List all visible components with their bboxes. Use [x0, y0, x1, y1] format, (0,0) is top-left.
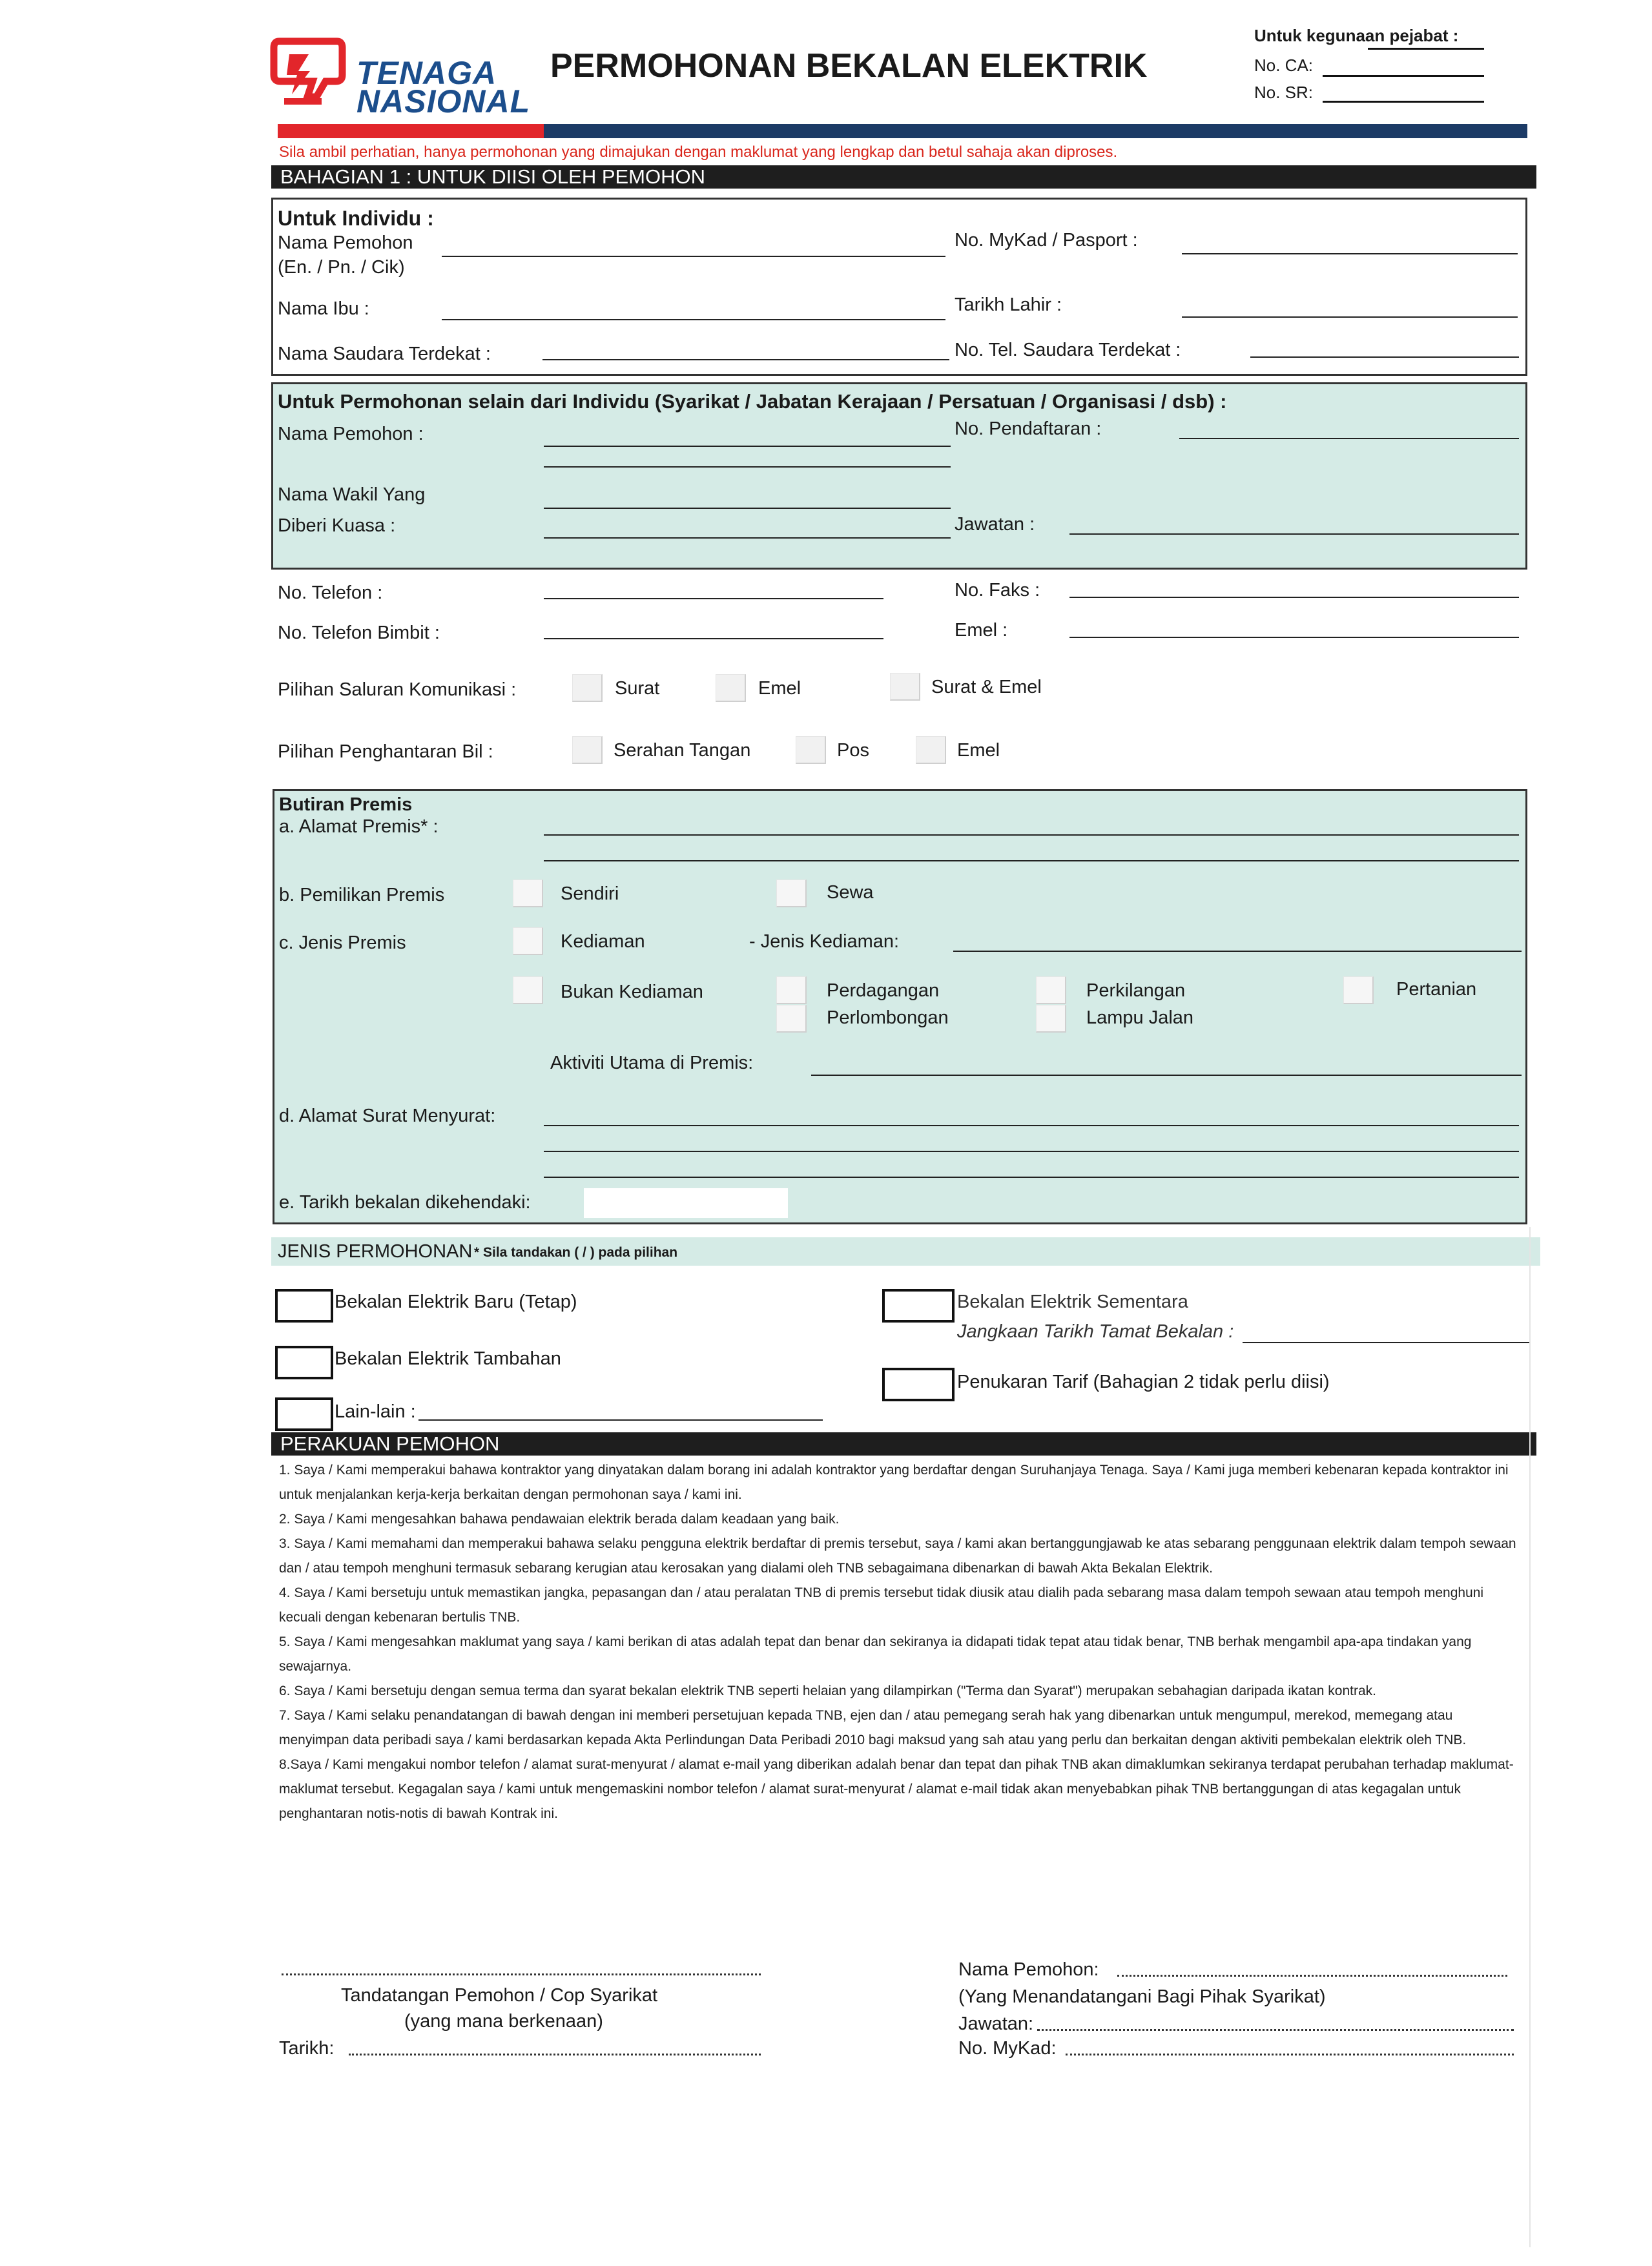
- jenis-permohonan-title: JENIS PERMOHONAN: [278, 1241, 473, 1262]
- office-use-box: [1252, 25, 1484, 108]
- sementara-label: Bekalan Elektrik Sementara: [957, 1292, 1188, 1312]
- komunikasi-emel-label: Emel: [758, 678, 801, 699]
- page-edge-line: [1529, 1227, 1531, 2247]
- perakuan-item: 1. Saya / Kami memperakui bahawa kontraktor yang dinyatakan dalam borang ini adalah kontraktor yang berdaftar dengan Suruhanjaya Tenaga. Saya / Kami juga memberi kebenaran kepada kontraktor ini untuk menjalankan kerja-kerja berkaitan dengan permohonan saya / kami ini.: [279, 1463, 1509, 1502]
- penghantaran-serahan-label: Serahan Tangan: [614, 740, 751, 761]
- alamat-surat-field-1[interactable]: [544, 1125, 1519, 1126]
- tarikh-lahir-label: Tarikh Lahir :: [955, 294, 1062, 315]
- page-title: PERMOHONAN BEKALAN ELEKTRIK: [550, 47, 1148, 85]
- perkilangan-checkbox[interactable]: [1036, 976, 1066, 1004]
- jenis-premis-label: c. Jenis Premis: [279, 932, 406, 953]
- telefon-field[interactable]: [544, 598, 883, 599]
- emel-label: Emel :: [955, 620, 1008, 641]
- signature-label: Tandatangan Pemohon / Cop Syarikat: [341, 1985, 658, 2006]
- jenis-permohonan-note: * Sila tandakan ( / ) pada pilihan: [474, 1245, 678, 1260]
- org-nama-field-1[interactable]: [544, 446, 951, 447]
- perakuan-item: 3. Saya / Kami memahami dan memperakui bahawa selaku pengguna elektrik berdaftar di premis tersebut, saya / kami akan bertanggungjawab ke atas sebarang penggunaan elektrik dalam tempoh sewaan dan / atau tempoh menghuni termasuk sebarang kerugian atau kerosakan yang dialami oleh TNB sebagaimana dibenarkan di bawah Akta Bekalan Elektrik.: [279, 1536, 1516, 1576]
- org-nama-label: Nama Pemohon :: [278, 424, 424, 444]
- individual-heading: Untuk Individu :: [278, 207, 434, 230]
- org-nama-field-2[interactable]: [544, 466, 951, 468]
- tnb-logo-icon: [270, 35, 346, 111]
- sign-jawatan-field[interactable]: [1037, 2029, 1514, 2031]
- signature-tarikh-label: Tarikh:: [279, 2038, 335, 2059]
- komunikasi-surat-emel-label: Surat & Emel: [931, 677, 1042, 697]
- no-pendaftaran-label: No. Pendaftaran :: [955, 418, 1102, 439]
- komunikasi-surat-label: Surat: [615, 678, 660, 699]
- alamat-surat-field-3[interactable]: [544, 1177, 1519, 1178]
- wakil-field-2[interactable]: [544, 537, 951, 539]
- notice-text: Sila ambil perhatian, hanya permohonan yang dimajukan dengan maklumat yang lengkap dan betul sahaja akan diproses.: [279, 143, 1118, 161]
- komunikasi-emel-checkbox[interactable]: [716, 674, 746, 702]
- wakil-label-2: Diberi Kuasa :: [278, 515, 396, 536]
- lain-lain-field[interactable]: [418, 1419, 823, 1421]
- penukaran-label: Penukaran Tarif (Bahagian 2 tidak perlu diisi): [957, 1372, 1330, 1392]
- perlombongan-label: Perlombongan: [827, 1007, 949, 1028]
- perdagangan-checkbox[interactable]: [776, 976, 807, 1004]
- pemilikan-sewa-label: Sewa: [827, 882, 874, 903]
- telefon-label: No. Telefon :: [278, 582, 383, 603]
- bukan-kediaman-checkbox[interactable]: [513, 976, 543, 1004]
- pertanian-label: Pertanian: [1396, 979, 1477, 1000]
- aktiviti-field[interactable]: [811, 1075, 1522, 1076]
- kediaman-label: Kediaman: [561, 931, 645, 952]
- office-use-heading: Untuk kegunaan pejabat :: [1254, 26, 1459, 45]
- alamat-premis-field-2[interactable]: [544, 860, 1519, 861]
- baru-label: Bekalan Elektrik Baru (Tetap): [335, 1292, 577, 1312]
- faks-label: No. Faks :: [955, 580, 1040, 601]
- penukaran-checkbox[interactable]: [882, 1368, 955, 1401]
- penghantaran-pos-label: Pos: [837, 740, 869, 761]
- nama-pemohon-sub: (En. / Pn. / Cik): [278, 257, 405, 278]
- sementara-checkbox[interactable]: [882, 1289, 955, 1323]
- nama-ibu-field[interactable]: [442, 319, 945, 320]
- header-stripe: [278, 124, 1527, 138]
- premis-box: [273, 789, 1527, 1224]
- perakuan-item: 6. Saya / Kami bersetuju dengan semua terma dan syarat bekalan elektrik TNB seperti helaian yang dilampirkan ("Terma dan Syarat") merupakan sebahagian daripada ikatan kontrak.: [279, 1684, 1376, 1698]
- alamat-premis-label: a. Alamat Premis* :: [279, 816, 439, 837]
- penghantaran-serahan-checkbox[interactable]: [572, 736, 603, 764]
- section1-bar: BAHAGIAN 1 : UNTUK DIISI OLEH PEMOHON: [271, 165, 1536, 189]
- nama-pemohon-field[interactable]: [442, 256, 945, 257]
- lampu-jalan-checkbox[interactable]: [1036, 1005, 1066, 1033]
- sign-nama-sub: (Yang Menandatangani Bagi Pihak Syarikat): [958, 1986, 1326, 2007]
- office-sr-field[interactable]: [1323, 101, 1484, 103]
- emel-field[interactable]: [1069, 637, 1519, 638]
- penghantaran-emel-checkbox[interactable]: [916, 736, 946, 764]
- bukan-kediaman-label: Bukan Kediaman: [561, 982, 703, 1002]
- jawatan-label: Jawatan :: [955, 514, 1035, 535]
- premis-heading: Butiran Premis: [279, 794, 413, 815]
- perakuan-item: 5. Saya / Kami mengesahkan maklumat yang saya / kami berikan di atas adalah tepat dan benar dan sekiranya ia didapati tidak tepat atau tidak benar, TNB berhak mengambil apa-apa tindakan yang sewajarnya.: [279, 1634, 1472, 1674]
- penghantaran-emel-label: Emel: [957, 740, 1000, 761]
- jangkaan-field[interactable]: [1243, 1342, 1531, 1343]
- jawatan-field[interactable]: [1069, 533, 1519, 535]
- penghantaran-label: Pilihan Penghantaran Bil :: [278, 741, 493, 762]
- tambahan-label: Bekalan Elektrik Tambahan: [335, 1348, 561, 1369]
- pemilikan-sendiri-checkbox[interactable]: [513, 880, 543, 907]
- penghantaran-pos-checkbox[interactable]: [796, 736, 826, 764]
- kediaman-checkbox[interactable]: [513, 927, 543, 955]
- jenis-kediaman-field[interactable]: [953, 951, 1522, 952]
- sign-mykad-field[interactable]: [1066, 2054, 1514, 2055]
- komunikasi-surat-emel-checkbox[interactable]: [890, 673, 920, 701]
- office-ca-label: No. CA:: [1254, 56, 1314, 75]
- logo-text-tenaga: TENAGA: [356, 55, 497, 91]
- saudara-field[interactable]: [542, 359, 949, 360]
- perakuan-bar: PERAKUAN PEMOHON: [271, 1432, 1536, 1456]
- perakuan-item: 4. Saya / Kami bersetuju untuk memastikan jangka, pepasangan dan / atau peralatan TNB di premis tersebut tidak diusik atau dialih pada sebarang masa dalam tempoh sewaan atau tempoh menghuni kecuali dengan kebenaran bertulis TNB.: [279, 1585, 1484, 1625]
- nama-ibu-label: Nama Ibu :: [278, 298, 369, 319]
- nama-pemohon-label: Nama Pemohon: [278, 232, 413, 253]
- faks-field[interactable]: [1069, 597, 1519, 598]
- pertanian-checkbox[interactable]: [1343, 976, 1374, 1004]
- office-sr-label: No. SR:: [1254, 83, 1314, 102]
- perkilangan-label: Perkilangan: [1086, 980, 1186, 1001]
- tel-saudara-label: No. Tel. Saudara Terdekat :: [955, 340, 1181, 360]
- perlombongan-checkbox[interactable]: [776, 1005, 807, 1033]
- tel-saudara-field[interactable]: [1250, 356, 1519, 358]
- komunikasi-label: Pilihan Saluran Komunikasi :: [278, 679, 517, 700]
- no-pendaftaran-field[interactable]: [1179, 438, 1519, 439]
- pemilikan-sendiri-label: Sendiri: [561, 883, 619, 904]
- perakuan-item: 7. Saya / Kami selaku penandatangan di bawah dengan ini memberi persetujuan kepada TNB, ejen dan / atau pemegang serah hak yang dibenarkan untuk mengumpul, merekod, memegang atau menyimpan data peribadi saya / kami berdasarkan kepada Akta Perlindungan Data Peribadi 2010 bagi maksud yang sah atau yang perlu dan berkaitan dengan aktiviti pembekalan elektrik oleh TNB.: [279, 1708, 1467, 1747]
- bimbit-field[interactable]: [544, 638, 883, 639]
- tarikh-bekalan-field[interactable]: [584, 1188, 788, 1218]
- alamat-surat-label: d. Alamat Surat Menyurat:: [279, 1106, 496, 1126]
- mykad-label: No. MyKad / Pasport :: [955, 230, 1138, 251]
- alamat-premis-field-1[interactable]: [544, 834, 1519, 836]
- lampu-jalan-label: Lampu Jalan: [1086, 1007, 1194, 1028]
- signature-sub-label: (yang mana berkenaan): [404, 2011, 603, 2032]
- pemilikan-sewa-checkbox[interactable]: [776, 880, 807, 907]
- sign-nama-field[interactable]: [1117, 1975, 1507, 1977]
- wakil-label-1: Nama Wakil Yang: [278, 484, 426, 505]
- mykad-field[interactable]: [1182, 253, 1518, 254]
- lain-lain-checkbox[interactable]: [275, 1397, 333, 1431]
- sign-jawatan-label: Jawatan:: [958, 2014, 1034, 2034]
- saudara-label: Nama Saudara Terdekat :: [278, 344, 491, 364]
- logo-text-nasional: NASIONAL: [356, 83, 531, 119]
- perakuan-item: 2. Saya / Kami mengesahkan bahawa pendawaian elektrik berada dalam keadaan yang baik.: [279, 1512, 840, 1527]
- signature-line[interactable]: [282, 1973, 761, 1975]
- perakuan-list: [279, 1458, 1519, 1826]
- jenis-kediaman-label: - Jenis Kediaman:: [749, 931, 900, 952]
- sign-nama-label: Nama Pemohon:: [958, 1959, 1099, 1980]
- sign-mykad-label: No. MyKad:: [958, 2038, 1057, 2059]
- tambahan-checkbox[interactable]: [275, 1346, 333, 1379]
- office-ca-field[interactable]: [1323, 75, 1484, 77]
- komunikasi-surat-checkbox[interactable]: [572, 674, 603, 702]
- organisation-heading: Untuk Permohonan selain dari Individu (Syarikat / Jabatan Kerajaan / Persatuan / Organisasi / dsb) :: [278, 390, 1227, 413]
- jangkaan-label: Jangkaan Tarikh Tamat Bekalan :: [957, 1321, 1234, 1342]
- bimbit-label: No. Telefon Bimbit :: [278, 623, 440, 643]
- aktiviti-label: Aktiviti Utama di Premis:: [550, 1053, 754, 1073]
- perdagangan-label: Perdagangan: [827, 980, 940, 1001]
- tnb-logo: [270, 32, 541, 119]
- alamat-surat-field-2[interactable]: [544, 1151, 1519, 1152]
- wakil-field-1[interactable]: [544, 508, 951, 509]
- signature-tarikh-field[interactable]: [349, 2054, 761, 2055]
- tarikh-bekalan-label: e. Tarikh bekalan dikehendaki:: [279, 1192, 531, 1213]
- perakuan-item: 8.Saya / Kami mengakui nombor telefon / alamat surat-menyurat / alamat e-mail yang diberikan adalah benar dan tepat dan pihak TNB akan dimaklumkan sekiranya terdapat perubahan terhadap maklumat-maklumat tersebut. Kegagalan saya / kami untuk mengemaskini nombor telefon / alamat surat-menyurat / alamat e-mail tidak akan menyebabkan pihak TNB bertanggungan di atas kegagalan untuk penghantaran notis-notis di bawah Kontrak ini.: [279, 1757, 1514, 1821]
- baru-checkbox[interactable]: [275, 1289, 333, 1323]
- tarikh-lahir-field[interactable]: [1182, 316, 1518, 318]
- lain-lain-label: Lain-lain :: [335, 1401, 416, 1422]
- pemilikan-label: b. Pemilikan Premis: [279, 885, 445, 905]
